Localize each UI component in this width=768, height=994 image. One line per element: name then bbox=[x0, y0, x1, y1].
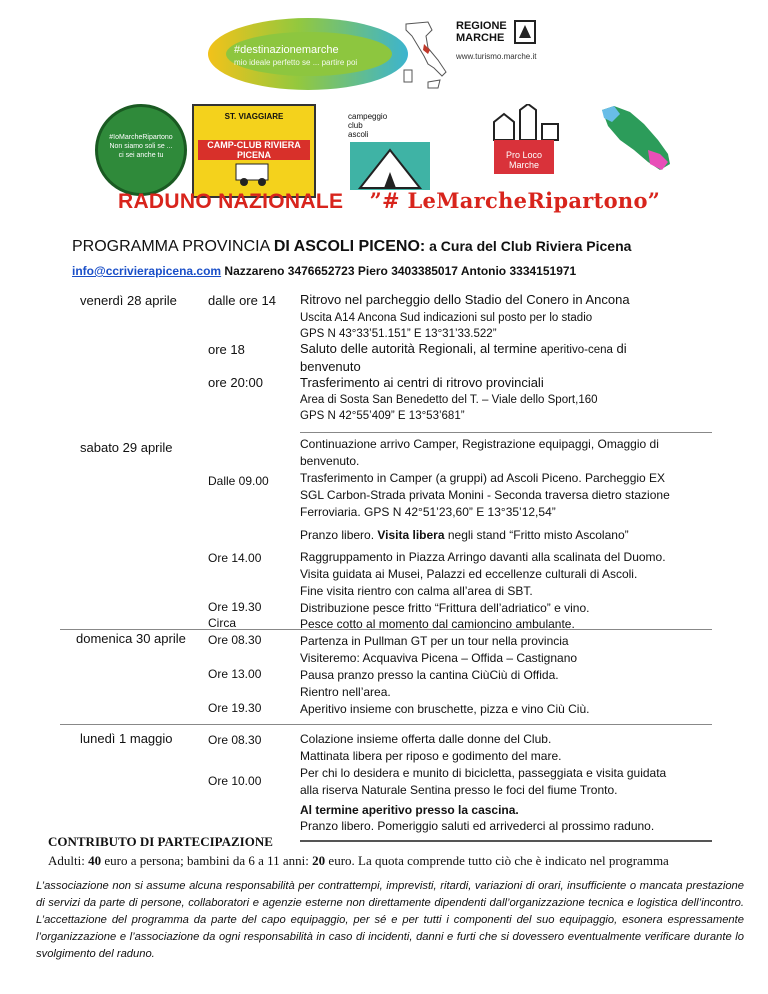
club-logo-ripartono bbox=[95, 104, 187, 196]
adult-price: 40 bbox=[88, 853, 102, 868]
regione-url: www.turismo.marche.it bbox=[456, 52, 537, 61]
subtitle-club: a Cura del Club Riviera Picena bbox=[425, 238, 632, 254]
event-part: aperitivo-cena bbox=[540, 344, 613, 356]
event-part: Saluto delle autorità Regionali, al termine bbox=[300, 341, 541, 356]
day-saturday: sabato 29 aprile bbox=[80, 440, 173, 455]
time: Ore 19.30 bbox=[208, 600, 262, 614]
italy-map-icon bbox=[398, 20, 450, 92]
pro-loco-text: Pro Loco Marche bbox=[505, 150, 543, 170]
disclaimer-text: L’associazione non si assume alcuna responsabilità per contrattempi, imprevisti, ritardi, variazioni di orari, insufficiente o mancata prestazione di servizi da parte di persone, collaboratori e agenzie esterne non direttamente dipendenti dall’organizzazione tecnica e logistica dell’incontro. L’accettazione del programma da parte del capo equipaggio, per sé e per tutti i componenti del suo equipaggio, esonera espressamente l’organizzazione e l’associazione da ogni responsabilità in caso di incidenti, danni e furti che si dovessero eventualmente verificare durante lo svolgimento del raduno. bbox=[36, 880, 744, 960]
banner-hashtag: #destinazionemarche bbox=[234, 44, 339, 56]
event-part: Visita libera bbox=[377, 528, 445, 542]
event-text: Pranzo libero. Pomeriggio saluti ed arrivederci al prossimo raduno. bbox=[300, 819, 655, 833]
event-text: Al termine aperitivo presso la cascina. bbox=[300, 803, 519, 817]
page-title bbox=[118, 188, 660, 214]
event-text: benvenuto bbox=[300, 359, 361, 374]
divider bbox=[60, 629, 712, 630]
club2-top: ST. VIAGGIARE bbox=[224, 112, 284, 121]
title-main: RADUNO NAZIONALE bbox=[118, 190, 344, 213]
regione-marche-logo: REGIONE MARCHE bbox=[456, 20, 507, 44]
event-text: SGL Carbon-Strada privata Monini - Seconda traversa dietro stazione bbox=[300, 488, 670, 502]
event-text: Pausa pranzo presso la cantina CiùCiù di Offida. bbox=[300, 668, 559, 682]
event-gps: GPS N 42°55’409” E 13°53’681” bbox=[300, 410, 465, 422]
campeggio-club-ascoli-logo bbox=[344, 108, 436, 192]
time: Ore 14.00 bbox=[208, 551, 262, 565]
contrib-part: Adulti: bbox=[48, 853, 89, 868]
event-part: di bbox=[612, 341, 627, 356]
day-monday: lunedì 1 maggio bbox=[80, 731, 173, 746]
time: dalle ore 14 bbox=[208, 293, 276, 308]
email-link[interactable]: info@ccrivierapicena.com bbox=[72, 264, 222, 278]
event-text bbox=[300, 527, 629, 544]
contrib-part: euro a persona; bambini da 6 a 11 anni: bbox=[101, 853, 313, 868]
event-text: Mattinata libera per riposo e godimento del mare. bbox=[300, 749, 562, 763]
child-price: 20 bbox=[312, 853, 326, 868]
event-text: Per chi lo desidera e munito di bicicletta, passeggiata e visita guidata bbox=[300, 766, 667, 780]
event-text: Pesce cotto al momento dal camioncino ambulante. bbox=[300, 617, 575, 631]
time: ore 20:00 bbox=[208, 375, 263, 390]
event-text: Visita guidata ai Musei, Palazzi ed eccellenze culturali di Ascoli. bbox=[300, 567, 638, 581]
time: Ore 19.30 bbox=[208, 701, 262, 715]
day-friday: venerdì 28 aprile bbox=[80, 293, 177, 308]
event-text: Visiteremo: Acquaviva Picena – Offida – Castignano bbox=[300, 651, 578, 665]
event-text: Uscita A14 Ancona Sud indicazioni sul posto per lo stadio bbox=[300, 312, 593, 324]
contact-phones: Nazzareno 3476652723 Piero 3403385017 Antonio 3334151971 bbox=[221, 264, 577, 278]
event-text: Trasferimento ai centri di ritrovo provinciali bbox=[300, 375, 544, 390]
divider bbox=[60, 724, 712, 725]
time: Ore 13.00 bbox=[208, 667, 262, 681]
event-text: Rientro nell’area. bbox=[300, 685, 391, 699]
regione-emblem-icon bbox=[514, 20, 536, 44]
time: Ore 08.30 bbox=[208, 733, 262, 747]
event-text: Raggruppamento in Piazza Arringo davanti alla scalinata del Duomo. bbox=[300, 550, 666, 564]
marche-region-map-icon bbox=[600, 104, 672, 174]
time: Dalle 09.00 bbox=[208, 474, 269, 488]
camp-club-riviera-picena-logo bbox=[192, 104, 316, 198]
contrib-part: euro. La quota comprende tutto ciò che è indicato nel programma bbox=[325, 853, 669, 868]
club3-text: campeggio club ascoli bbox=[348, 112, 388, 139]
church-icon bbox=[488, 104, 562, 142]
event-text: Area di Sosta San Benedetto del T. – Viale dello Sport,160 bbox=[300, 394, 598, 406]
title-hashtag: ”# LeMarcheRipartono” bbox=[369, 188, 661, 213]
contribution-text bbox=[48, 853, 669, 869]
event-text: Continuazione arrivo Camper, Registrazione equipaggi, Omaggio di bbox=[300, 437, 659, 451]
event-text: Trasferimento in Camper (a gruppi) ad Ascoli Piceno. Parcheggio EX bbox=[300, 471, 666, 485]
event-text: Colazione insieme offerta dalle donne del Club. bbox=[300, 732, 552, 746]
camper-icon bbox=[234, 158, 274, 188]
event-text: Ritrovo nel parcheggio dello Stadio del Conero in Ancona bbox=[300, 292, 630, 307]
pro-loco-marche-logo bbox=[482, 104, 568, 180]
contribution-title: CONTRIBUTO DI PARTECIPAZIONE bbox=[48, 834, 273, 849]
club2-name: CAMP-CLUB RIVIERA PICENA bbox=[198, 140, 310, 160]
event-text: Aperitivo insieme con bruschette, pizza e vino Ciù Ciù. bbox=[300, 702, 590, 716]
event-gps: GPS N 43°33’51.151” E 13°31’33.522” bbox=[300, 328, 497, 340]
time-note: Circa bbox=[208, 616, 237, 630]
subtitle-prefix: PROGRAMMA PROVINCIA bbox=[72, 238, 274, 255]
event-part: negli stand “Fritto misto Ascolano” bbox=[444, 528, 629, 542]
event-text: Partenza in Pullman GT per un tour nella provincia bbox=[300, 634, 569, 648]
event-text: Distribuzione pesce fritto “Frittura dell’adriatico” e vino. bbox=[300, 601, 590, 615]
event-text: Fine visita rientro con calma all’area di SBT. bbox=[300, 584, 533, 598]
event-gps: Ferroviaria. GPS N 42°51’23,60” E 13°35’12,54” bbox=[300, 505, 556, 519]
program-subtitle bbox=[72, 238, 631, 256]
divider bbox=[300, 432, 712, 433]
event-text: benvenuto. bbox=[300, 454, 360, 468]
tent-icon bbox=[350, 142, 430, 190]
subtitle-province: DI ASCOLI PICENO: bbox=[273, 238, 426, 255]
time: ore 18 bbox=[208, 342, 245, 357]
divider bbox=[300, 840, 712, 842]
time: Ore 08.30 bbox=[208, 633, 262, 647]
event-text: alla riserva Naturale Sentina presso le foci del fiume Tronto. bbox=[300, 783, 618, 797]
club1-text: #IoMarcheRipartono Non siamo soli se ... ci sei anche tu bbox=[109, 134, 173, 159]
day-sunday: domenica 30 aprile bbox=[76, 631, 186, 646]
event-text bbox=[300, 340, 627, 359]
event-part: Pranzo libero. bbox=[300, 528, 378, 542]
contacts-line bbox=[72, 264, 576, 278]
time: Ore 10.00 bbox=[208, 774, 262, 788]
banner-tagline: mio ideale perfetto se ... partire poi bbox=[234, 58, 358, 67]
